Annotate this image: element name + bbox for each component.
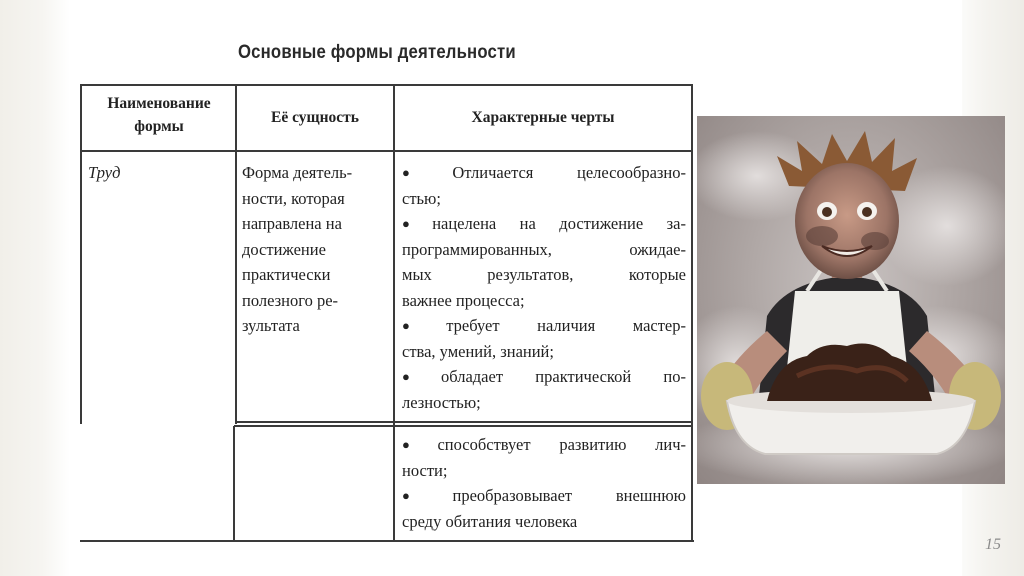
table-border-right (691, 84, 693, 542)
trait-line: лезностью; (402, 392, 481, 412)
bullet-icon: ● (402, 318, 444, 333)
activity-forms-table (80, 84, 694, 544)
trait-line: ● Отличается целесообразно- (402, 163, 687, 182)
essence-line: практически (242, 265, 331, 284)
trait-line: стью; (402, 188, 441, 208)
header-form-name-line1: Наименование (107, 95, 211, 112)
bullet-icon: ● (402, 165, 450, 180)
bullet-icon: ● (402, 437, 435, 452)
trait-line: среду обитания человека (402, 511, 578, 531)
essence-line: зультата (242, 316, 300, 335)
essence-line: полезного ре- (242, 290, 339, 310)
bullet-icon: ● (402, 369, 438, 384)
form-name-cell: Труд (88, 163, 121, 182)
essence-line: Форма деятель- (242, 163, 353, 182)
trait-line: ства, умений, знаний; (402, 341, 554, 361)
trait-line: ности; (402, 460, 448, 480)
slide-title: Основные формы деятельности (238, 42, 516, 63)
trait-line: программированных, ожидае- (402, 239, 686, 259)
table-col-divider-1 (235, 84, 237, 424)
bullet-icon: ● (402, 216, 430, 231)
header-essence: Её сущность (271, 109, 359, 126)
essence-line: ности, которая (242, 188, 345, 208)
table-split-line-top (236, 421, 692, 423)
trait-line: ● преобразовывает внешнюю (402, 486, 686, 505)
trait-line: мых результатов, которые (402, 265, 686, 284)
trait-line: ● нацелена на достижение за- (402, 214, 687, 233)
table-header-separator (80, 150, 692, 152)
traits-cell-part1 (402, 160, 686, 415)
table-split-line-bottom (234, 425, 692, 427)
trait-line: ● требует наличия мастер- (402, 316, 686, 335)
header-form-name-line2: формы (134, 118, 184, 135)
bullet-icon: ● (402, 488, 450, 503)
header-form-name (84, 92, 234, 138)
trait-line: ● способствует развитию лич- (402, 435, 686, 454)
table-border-bottom (80, 540, 694, 542)
slide-left-edge (0, 0, 70, 576)
page-number: 15 (985, 536, 1001, 553)
child-with-burnt-cake-illustration (697, 116, 1005, 484)
trait-line: важнее процесса; (402, 290, 525, 310)
trait-line: ● обладает практической по- (402, 367, 686, 386)
traits-cell-part2 (402, 432, 686, 534)
table-border-top (80, 84, 692, 86)
header-traits: Характерные черты (471, 109, 615, 126)
essence-line: достижение (242, 239, 326, 259)
photo-child-burnt-cake (697, 116, 1005, 484)
table-col-divider-2 (393, 84, 395, 542)
essence-cell (242, 160, 388, 339)
table-border-left (80, 84, 82, 424)
table-col-divider-1-lower (233, 426, 235, 540)
essence-line: направлена на (242, 214, 342, 233)
